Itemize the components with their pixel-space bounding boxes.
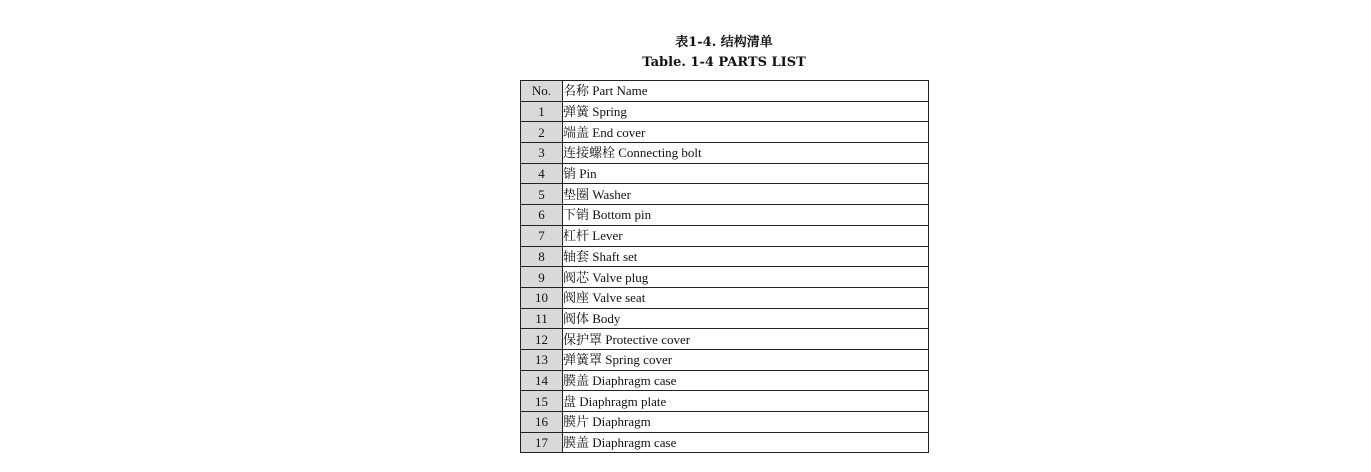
row-number: 11 bbox=[521, 308, 563, 329]
row-number: 9 bbox=[521, 267, 563, 288]
row-number: 12 bbox=[521, 329, 563, 350]
row-number: 1 bbox=[521, 101, 563, 122]
row-number: 4 bbox=[521, 163, 563, 184]
row-number: 13 bbox=[521, 349, 563, 370]
row-number: 3 bbox=[521, 143, 563, 164]
row-part-name: 连接螺栓 Connecting bolt bbox=[563, 143, 929, 164]
table-row bbox=[521, 308, 929, 329]
table-row bbox=[521, 349, 929, 370]
row-part-name: 端盖 End cover bbox=[563, 122, 929, 143]
table-row bbox=[521, 205, 929, 226]
table-row bbox=[521, 163, 929, 184]
row-number: 5 bbox=[521, 184, 563, 205]
table-row bbox=[521, 432, 929, 453]
row-number: 7 bbox=[521, 225, 563, 246]
row-number: 8 bbox=[521, 246, 563, 267]
row-part-name: 杠杆 Lever bbox=[563, 225, 929, 246]
table-row bbox=[521, 225, 929, 246]
row-part-name: 弹簧罩 Spring cover bbox=[563, 349, 929, 370]
table-row bbox=[521, 267, 929, 288]
header-part-name: 名称 Part Name bbox=[563, 81, 929, 102]
table-row bbox=[521, 391, 929, 412]
row-part-name: 阀座 Valve seat bbox=[563, 287, 929, 308]
table-row bbox=[521, 329, 929, 350]
table-header-row bbox=[521, 81, 929, 102]
row-number: 16 bbox=[521, 412, 563, 433]
row-number: 2 bbox=[521, 122, 563, 143]
row-number: 17 bbox=[521, 432, 563, 453]
row-part-name: 膜盖 Diaphragm case bbox=[563, 432, 929, 453]
table-row bbox=[521, 184, 929, 205]
table-row bbox=[521, 101, 929, 122]
parts-list-table bbox=[520, 80, 929, 453]
row-number: 10 bbox=[521, 287, 563, 308]
table-row bbox=[521, 246, 929, 267]
row-part-name: 盘 Diaphragm plate bbox=[563, 391, 929, 412]
row-part-name: 垫圈 Washer bbox=[563, 184, 929, 205]
table-row bbox=[521, 143, 929, 164]
row-part-name: 阀体 Body bbox=[563, 308, 929, 329]
row-part-name: 阀芯 Valve plug bbox=[563, 267, 929, 288]
row-part-name: 膜片 Diaphragm bbox=[563, 412, 929, 433]
row-number: 15 bbox=[521, 391, 563, 412]
row-number: 6 bbox=[521, 205, 563, 226]
row-number: 14 bbox=[521, 370, 563, 391]
table-caption-chinese: 表1-4. 结构清单 bbox=[675, 35, 773, 50]
table-row bbox=[521, 412, 929, 433]
table-row bbox=[521, 370, 929, 391]
table-row bbox=[521, 122, 929, 143]
header-no: No. bbox=[521, 81, 563, 102]
row-part-name: 下销 Bottom pin bbox=[563, 205, 929, 226]
table-row bbox=[521, 287, 929, 308]
row-part-name: 保护罩 Protective cover bbox=[563, 329, 929, 350]
row-part-name: 弹簧 Spring bbox=[563, 101, 929, 122]
row-part-name: 销 Pin bbox=[563, 163, 929, 184]
row-part-name: 轴套 Shaft set bbox=[563, 246, 929, 267]
row-part-name: 膜盖 Diaphragm case bbox=[563, 370, 929, 391]
table-caption-english: Table. 1-4 PARTS LIST bbox=[642, 55, 806, 70]
